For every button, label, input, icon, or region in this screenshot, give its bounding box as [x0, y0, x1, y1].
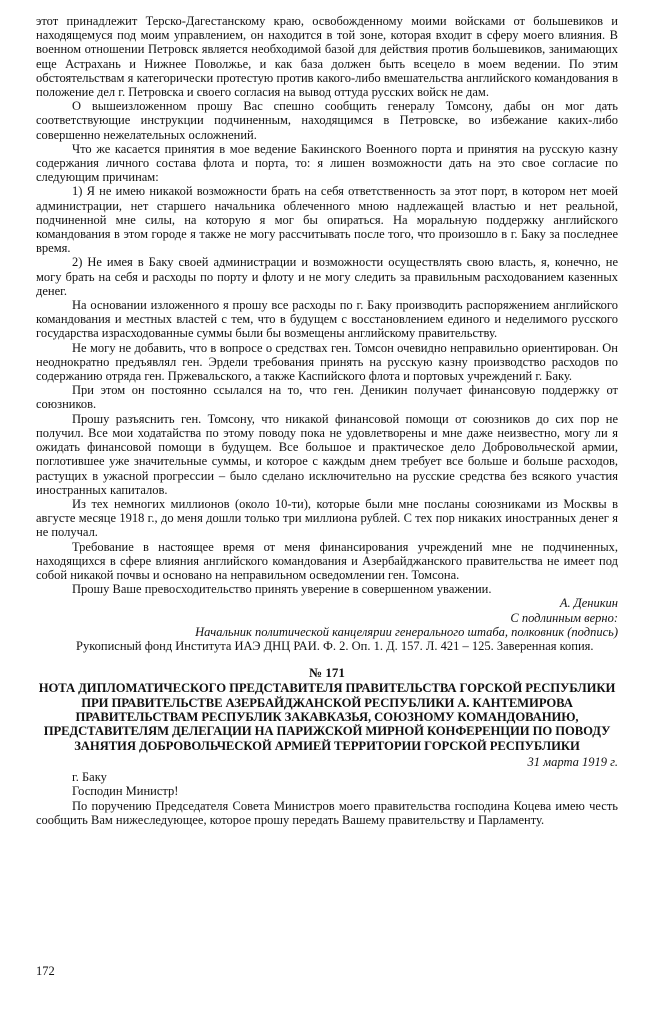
document-date: 31 марта 1919 г. — [527, 755, 618, 770]
paragraph: Что же касается принятия в мое ведение Бакинского Военного порта и принятия на русскую казну содержания личного состава флота и порта, то: я лишен возможности дать на это свое согласие по следующим причинам: — [36, 141, 618, 185]
paragraph-continued: этот принадлежит Терско-Дагестанскому краю, освобожденному моими войсками от большевиков и находящемуся под моим управлением, он находится в той зоне, которая входит в сферу моего влияния. В военном отношении Петровск является необходимой базой для действия против большевиков, занимающих еще Астрахань и Нижнее Поволжье, и как база должен быть всецело в моем ведении. По этим обстоятельствам я категорически протестую против какого-либо вмешательства английского командования в положение дел г. Петровска и своего согласия на вывод оттуда русских войск не дам. — [36, 14, 618, 100]
document-greeting: Господин Министр! — [72, 784, 179, 799]
paragraph: При этом он постоянно ссылался на то, что ген. Деникин получает финансовую поддержку от союзников. — [36, 383, 618, 412]
paragraph: Прошу Ваше превосходительство принять уверение в совершенном уважении. — [72, 582, 492, 597]
document-place: г. Баку — [72, 770, 107, 785]
certification-note: С подлинным верно: — [510, 610, 618, 625]
paragraph: 1) Я не имею никакой возможности брать на себя ответственность за этот порт, в котором нет моей администрации, нет старшего начальника облеченного мною надлежащей властью и нет реальной, подчиненной мне силы, на которую я мог бы опираться. На моральную поддержку английского командования в этом городе я также не могу рассчитывать после того, что произошло в г. Баку за последнее время. — [36, 184, 618, 256]
document-number: № 171 — [309, 665, 345, 681]
paragraph: 2) Не имея в Баку своей администрации и возможности осуществлять свою власть, я, конечно, не могу брать на себя и расходы по порту и флоту и не могу следить за правильным расходованием казенных денег. — [36, 255, 618, 298]
paragraph: Требование в настоящее время от меня финансирования учреждений мне не подчиненных, находящихся в сфере влияния английского командования и Азербайджанского правительства не имеет под собой никакой почвы и основано на неправильном осведомлении ген. Томсона. — [36, 539, 618, 582]
paragraph: О вышеизложенном прошу Вас спешно сообщить генералу Томсону, дабы он мог дать соответствующие инструкции подчиненным, находящимся в Петровске, во избежание каких-либо совершенно нежелательных осложнений. — [36, 99, 618, 142]
signature-name: А. Деникин — [559, 596, 618, 611]
document-body: По поручению Председателя Совета Министров моего правительства господина Коцева имею честь сообщить Вам нижеследующее, которое прошу передать Вашему правительству и Парламенту. — [36, 798, 618, 827]
paragraph: На основании изложенного я прошу все расходы по г. Баку производить распоряжением английского командования и местных властей с тем, что в будущем с восстановлением единого и неделимого русского государства израсходованные суммы были бы возмещены английскому правительству. — [36, 298, 618, 341]
paragraph: Из тех немногих миллионов (около 10-ти), которые были мне посланы союзниками из Москвы в августе месяце 1918 г., до меня дошли только три миллиона рублей. С тех пор никаких иностранных денег я не получал. — [36, 496, 618, 540]
document-title: НОТА ДИПЛОМАТИЧЕСКОГО ПРЕДСТАВИТЕЛЯ ПРАВИТЕЛЬСТВА ГОРСКОЙ РЕСПУБЛИКИ ПРИ ПРАВИТЕЛЬСТВЕ АЗЕРБАЙДЖАНСКОЙ РЕСПУБЛИКИ А. КАНТЕМИРОВА ПРАВИТЕЛЬСТВАМ РЕСПУБЛИК ЗАКАВКАЗЬЯ, СОЮЗНОМУ КОМАНДОВАНИЮ, ПРЕДСТАВИТЕЛЯМ ДЕЛЕГАЦИИ НА ПАРИЖСКОЙ МИРНОЙ КОНФЕРЕНЦИИ ПО ПОВОДУ ЗАНЯТИЯ ДОБРОВОЛЬЧЕСКОЙ АРМИЕЙ ТЕРРИТОРИИ ГОРСКОЙ РЕСПУБЛИКИ — [38, 681, 616, 753]
source-reference: Рукописный фонд Института ИАЭ ДНЦ РАИ. Ф. 2. Оп. 1. Д. 157. Л. 421 – 125. Заверенная копия. — [76, 638, 594, 653]
page-number: 172 — [36, 964, 55, 978]
certifier-line: Начальник политической канцелярии генерального штаба, полковник (подпись) — [195, 624, 618, 639]
paragraph: Не могу не добавить, что в вопросе о средствах ген. Томсон очевидно неправильно ориентирован. Он неоднократно предъявлял ген. Эрдели требования принять на русскую казну производство расходов по содержанию отряда ген. Пржевальского, а также Каспийского флота и портовых учреждений г. Баку. — [36, 340, 618, 384]
paragraph: Прошу разъяснить ген. Томсону, что никакой финансовой помощи от союзников до сих пор не получил. Все мои ходатайства по этому поводу пока не удовлетворены и мне даже неизвестно, могу ли я ожидать финансовой помощи в будущем. Все большое и практическое дело Добровольческой армии, поглотившее уже значительные суммы, и которое с каждым днем требует все больше и больше расходов, растущих в ужасной прогрессии – было сделано исключительно на русские средства без всякого участия иностранных капиталов. — [36, 411, 618, 497]
